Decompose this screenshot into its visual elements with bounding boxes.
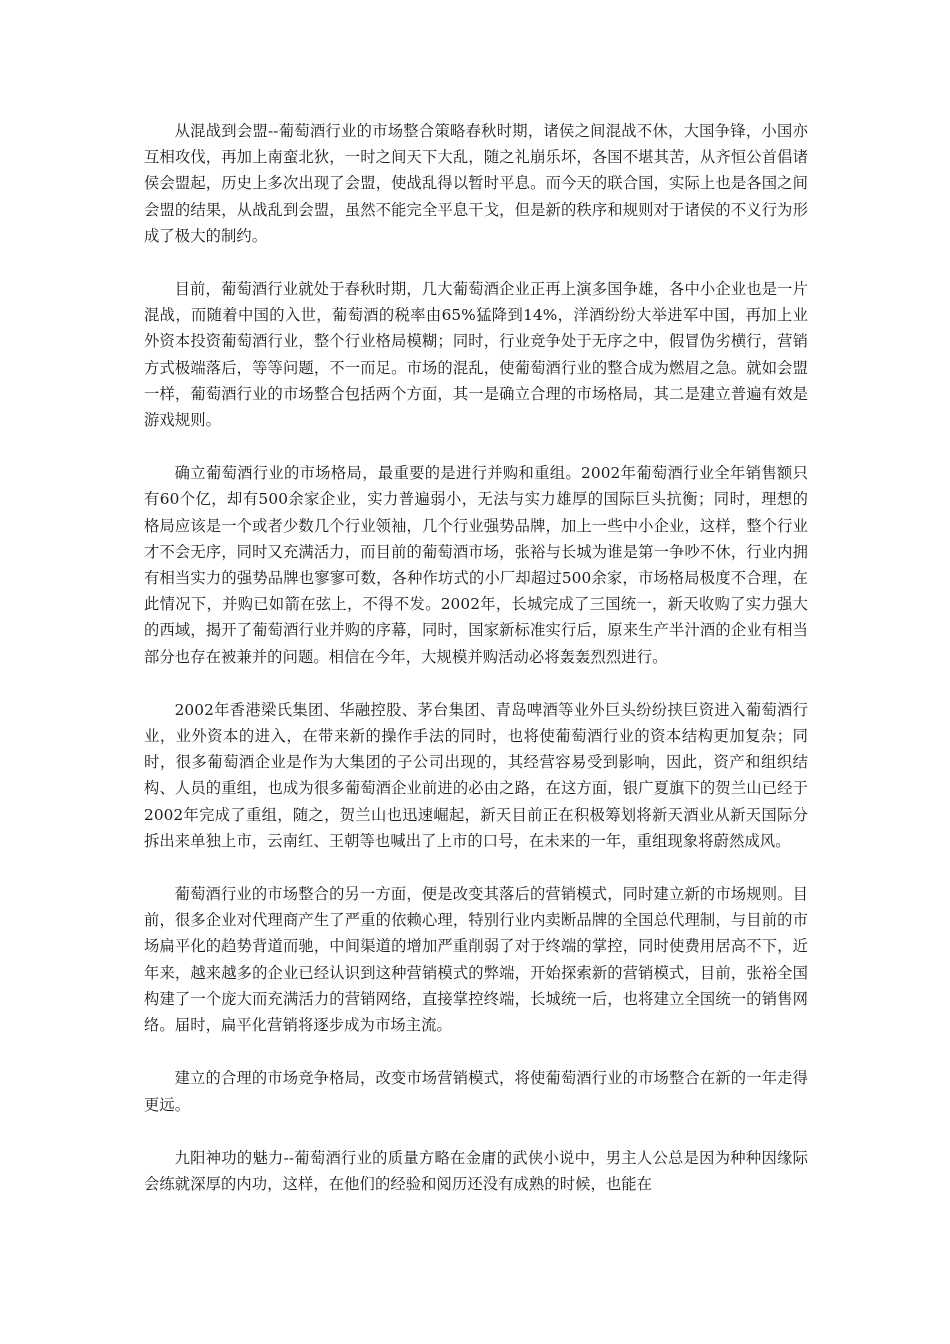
paragraph-mergers-acquisitions: 确立葡萄酒行业的市场格局，最重要的是进行并购和重组。2002年葡萄酒行业全年销售额只有60个亿，却有500余家企业，实力普遍弱小，无法与实力雄厚的国际巨头抗衡；同时，理想的格局应该是一个或者少数几个行业领袖，几个行业强势品牌，加上一些中小企业，这样，整个行业才不会无序，同时又充满活力，而目前的葡萄酒市场，张裕与长城为谁是第一争吵不休，行业内拥有相当实力的强势品牌也寥寥可数，各种作坊式的小厂却超过500余家，市场格局极度不合理，在此情况下，并购已如箭在弦上，不得不发。2002年，长城完成了三国统一，新天收购了实力强大的西域，揭开了葡萄酒行业并购的序幕，同时，国家新标准实行后，原来生产半汁酒的企业有相当部分也存在被兼并的问题。相信在今年，大规模并购活动必将轰轰烈烈进行。 [144,464,808,666]
paragraph-current-industry-state: 目前，葡萄酒行业就处于春秋时期，几大葡萄酒企业正再上演多国争雄，各中小企业也是一片混战，而随着中国的入世，葡萄酒的税率由65%猛降到14%，洋酒纷纷大举进军中国，再加上业外资本投资葡萄酒行业，整个行业格局模糊；同时，行业竞争处于无序之中，假冒伪劣横行，营销方式极端落后，等等问题，不一而足。市场的混乱，使葡萄酒行业的整合成为燃眉之急。就如会盟一样，葡萄酒行业的市场整合包括两个方面，其一是确立合理的市场格局，其二是建立普遍有效是游戏规则。 [144,280,808,430]
paragraph-outside-capital-restructuring: 2002年香港梁氏集团、华融控股、茅台集团、青岛啤酒等业外巨头纷纷挟巨资进入葡萄酒行业，业外资本的进入，在带来新的操作手法的同时，也将使葡萄酒行业的资本结构更加复杂；同时，很多葡萄酒企业是作为大集团的子公司出现的，其经营容易受到影响，因此，资产和组织结构、人员的重组，也成为很多葡萄酒企业前进的必由之路，在这方面，银广夏旗下的贺兰山已经于2002年完成了重组，随之，贺兰山也迅速崛起，新天目前正在积极筹划将新天酒业从新天国际分拆出来单独上市，云南红、王朝等也喊出了上市的口号，在未来的一年，重组现象将蔚然成风。 [144,700,808,850]
paragraph-conclusion: 建立的合理的市场竞争格局，改变市场营销模式，将使葡萄酒行业的市场整合在新的一年走得更远。 [144,1069,808,1114]
document-page [144,118,808,1224]
paragraph-marketing-model: 葡萄酒行业的市场整合的另一方面，便是改变其落后的营销模式，同时建立新的市场规则。目前，很多企业对代理商产生了严重的依赖心理，特别行业内卖断品牌的全国总代理制，与目前的市场扁平化的趋势背道而驰，中间渠道的增加严重削弱了对于终端的掌控，同时使费用居高不下，近年来，越来越多的企业已经认识到这种营销模式的弊端，开始探索新的营销模式，目前，张裕全国构建了一个庞大而充满活力的营销网络，直接掌控终端，长城统一后，也将建立全国统一的销售网络。届时，扁平化营销将逐步成为市场主流。 [144,885,808,1035]
paragraph-quality-strategy: 九阳神功的魅力--葡萄酒行业的质量方略在金庸的武侠小说中，男主人公总是因为种种因缘际会练就深厚的内功，这样，在他们的经验和阅历还没有成熟的时候，也能在 [144,1148,808,1193]
paragraph-alliance-strategy: 从混战到会盟--葡萄酒行业的市场整合策略春秋时期，诸侯之间混战不休，大国争锋，小国亦互相攻伐，再加上南蛮北狄，一时之间天下大乱，随之礼崩乐坏，各国不堪其苦，从齐恒公首倡诸侯会盟起，历史上多次出现了会盟，使战乱得以暂时平息。而今天的联合国，实际上也是各国之间会盟的结果，从战乱到会盟，虽然不能完全平息干戈，但是新的秩序和规则对于诸侯的不义行为形成了极大的制约。 [144,122,808,245]
